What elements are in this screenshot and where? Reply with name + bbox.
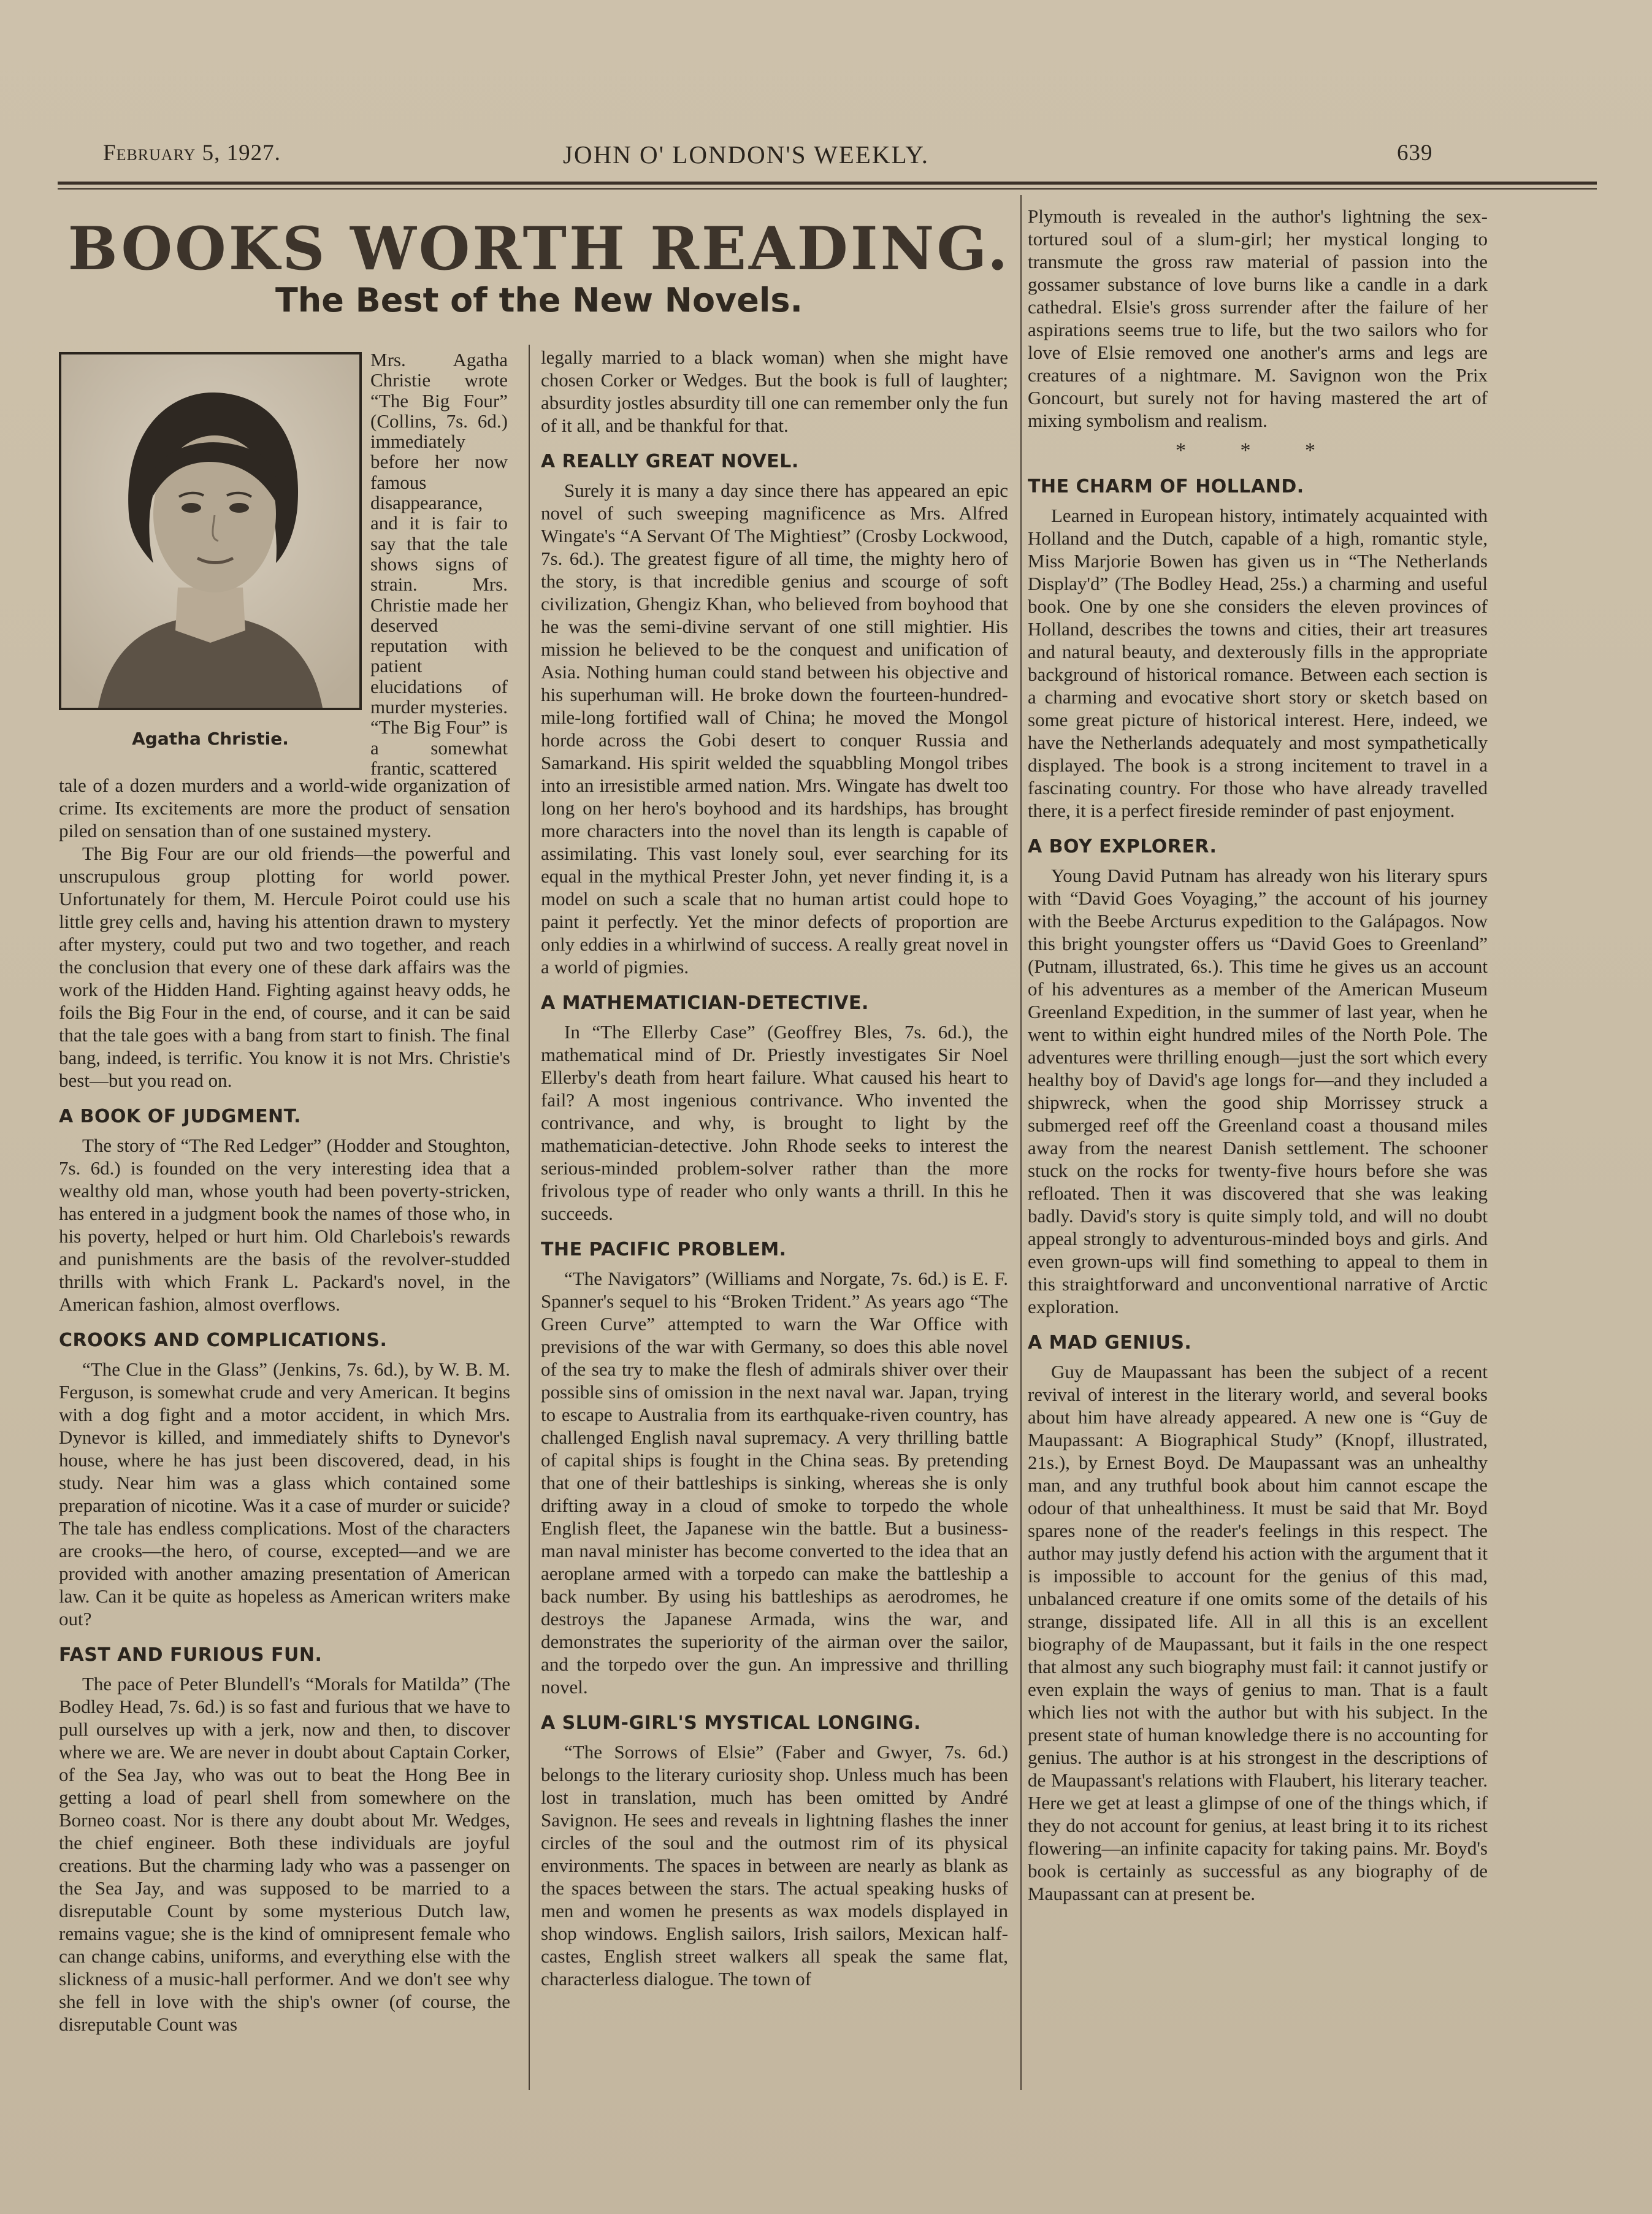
page-title: BOOKS WORTH READING. <box>67 214 1011 283</box>
author-portrait <box>59 352 362 710</box>
portrait-caption: Agatha Christie. <box>132 729 289 749</box>
fast-continuation: legally married to a black woman) when she might have chosen Corker or Wedges. But the book is full of laughter; absurdity jostles absurdity till one can remember only the fun of it all, and be thankful for that. <box>541 347 1008 436</box>
header-rule-thin <box>58 188 1597 190</box>
judgment-paragraph: The story of “The Red Ledger” (Hodder and Stoughton, 7s. 6d.) is founded on the very interesting idea that a wealthy old man, whose youth had been poverty-stricken, has entered in a judgment book the names of those who, in his poverty, helped or hurt him. Old Charlebois's rewards and punishments are the basis of the revolver-studded thrills with which Frank L. Packard's novel, in the American fashion, almost overflows. <box>59 1135 510 1315</box>
slum-continuation: Plymouth is revealed in the author's lightning the sex-tortured soul of a slum-girl; her mystical longing to transmute the gross raw material of passion into the gossamer substance of love burns like a candle in a dark cathedral. Elsie's gross surrender after the failure of her aspirations seems true to life, but the two sailors who for love of Elsie removed one another's arms and legs are creatures of a nightmare. M. Savignon won the Prix Goncourt, but surely not for having mastered the art of mixing symbolism and realism. <box>1028 205 1488 431</box>
math-paragraph: In “The Ellerby Case” (Geoffrey Bles, 7s. 6d.), the mathematical mind of Dr. Priestly investigates Sir Noel Ellerby's death from heart failure. What caused his heart to fail? A most ingenious contrivance. Who invented the contrivance, and why, is brought to light by the mathematician-detective. John Rhode seeks to interest the serious-minded problem-solver rather than the more frivolous type of reader who only wants a thrill. In this he succeeds. <box>541 1021 1008 1224</box>
page-number: 639 <box>1397 140 1433 166</box>
heading-really-great-novel: A REALLY GREAT NOVEL. <box>541 451 799 472</box>
intro-continuation: tale of a dozen murders and a world-wide organization of crime. Its excitements are more the product of sensation piled on sensation than of one sustained mystery. <box>59 775 510 841</box>
heading-mathematician-detective: A MATHEMATICIAN-DETECTIVE. <box>541 992 869 1014</box>
intro-text: Mrs. Agatha Christie wrote “The Big Four” (Collins, 7s. 6d.) immediately before her now famous disappearance, and it is fair to say that the tale shows signs of strain. Mrs. Christie made her deserved reputation with patient elucidations of murder mysteries. “The Big Four” is a somewhat frantic, scattered <box>370 349 508 779</box>
column-divider-right <box>1020 195 1022 2090</box>
mad-genius-paragraph: Guy de Maupassant has been the subject of a recent revival of interest in the literary world, and several books about him have already appeared. A new one is “Guy de Maupassant: A Biographical Study” (Knopf, illustrated, 21s.), by Ernest Boyd. De Maupassant was an unhealthy man, and any truthful book about him cannot escape the odour of that unhealthiness. It must be said that Mr. Boyd spares none of the reader's feelings in this respect. The author may justly defend his action with the argument that it is impossible to account for the genius of this mad, unbalanced creature if one omits some of the details of his strange, dissipated life. All in all this is an excellent biography of de Maupassant, but it fails in the one respect that almost any such biography must fail: it cannot justify or even explain the ways of genius to man. That is a fault which lies not with the author but with his subject. In the present state of human knowledge there is no accounting for genius. The author is at his strongest in the descriptions of de Maupassant's relations with Flaubert, his literary teacher. Here we get at least a glimpse of one of the things which, if they do not account for genius, at least bring it to its richest flowering—an infinite capacity for taking pains. Mr. Boyd's book is certainly as successful as any biography of de Maupassant can at present be. <box>1028 1361 1488 1904</box>
portrait-image <box>61 354 359 708</box>
heading-pacific-problem: THE PACIFIC PROBLEM. <box>541 1239 787 1260</box>
header-rule-thick <box>58 182 1597 185</box>
section-stars: * * * <box>1176 439 1340 462</box>
issue-date: February 5, 1927. <box>103 140 281 166</box>
heading-book-of-judgment: A BOOK OF JUDGMENT. <box>59 1106 301 1127</box>
page-subtitle: The Best of the New Novels. <box>275 281 803 320</box>
heading-boy-explorer: A BOY EXPLORER. <box>1028 836 1217 857</box>
heading-charm-of-holland: THE CHARM OF HOLLAND. <box>1028 476 1304 497</box>
column-2 <box>541 346 1008 1990</box>
masthead: JOHN O' LONDON'S WEEKLY. <box>563 140 929 169</box>
crooks-paragraph: “The Clue in the Glass” (Jenkins, 7s. 6d.), by W. B. M. Ferguson, is somewhat crude and very American. It begins with a dog fight and a motor accident, in which Mrs. Dynevor is killed, and immediately shifts to Dynevor's house, where he has just been discovered, dead, in his study. Near him was a glass which contained some preparation of nicotine. Was it a case of murder or suicide? The tale has endless complications. Most of the characters are crooks—the hero, of course, excepted—and we are provided with another amazing presentation of American law. Can it be quite as hopeless as American writers make out? <box>59 1358 510 1630</box>
column-divider-left <box>529 345 530 2090</box>
heading-mad-genius: A MAD GENIUS. <box>1028 1332 1192 1354</box>
heading-fast-and-furious: FAST AND FURIOUS FUN. <box>59 1644 323 1666</box>
column-3 <box>1028 205 1488 1905</box>
column-1 <box>59 774 510 2036</box>
fast-paragraph: The pace of Peter Blundell's “Morals for Matilda” (The Bodley Head, 7s. 6d.) is so fast and furious that we have to pull ourselves up with a jerk, now and then, to discover where we are. We are never in doubt about Captain Corker, of the Sea Jay, who was out to beat the Hong Bee in getting a load of pearl shell from somewhere on the Borneo coast. Nor is there any doubt about Mr. Wedges, the chief engineer. Both these individuals are joyful creations. But the charming lady who was a passenger on the Sea Jay, and was supposed to be married to a disreputable Count by some mysterious Dutch law, remains vague; she is the kind of omnipresent female who can change cabins, uniforms, and everything else with the slickness of a music-hall performer. And we don't see why she fell in love with the ship's owner (of course, the disreputable Count was <box>59 1673 510 2035</box>
boy-explorer-paragraph: Young David Putnam has already won his literary spurs with “David Goes Voyaging,” the account of his journey with the Beebe Arcturus expedition to the Galápagos. Now this bright youngster offers us “David Goes to Greenland” (Putnam, illustrated, 6s.). This time he gives us an account of his adventures as a member of the American Museum Greenland Expedition, in the summer of last year, when he went to within eight hundred miles of the North Pole. The adventures were thrilling enough—just the sort which every healthy boy of David's age longs for—and they included a shipwreck, when the good ship Morrissey struck a submerged reef off the Greenland coast a thousand miles away from the nearest Danish settlement. The schooner stuck on the rocks for twenty-five hours before she was refloated. Then it was discovered that she was leaking badly. David's story is quite simply told, and will no doubt appeal strongly to adventurous-minded boys and girls. And even grown-ups will find something to appeal to them in this straightforward and unconventional narrative of Arctic exploration. <box>1028 865 1488 1317</box>
heading-crooks: CROOKS AND COMPLICATIONS. <box>59 1330 388 1351</box>
pacific-paragraph: “The Navigators” (Williams and Norgate, 7s. 6d.) is E. F. Spanner's sequel to his “Broken Trident.” As years ago “The Green Curve” attempted to warn the War Office with previsions of the war with Germany, so does this able novel of the sea try to make the flesh of admirals shiver over their possible sins of omission in the next naval war. Japan, trying to escape to Australia from its earthquake-riven country, has challenged English naval supremacy. A very thrilling battle of capital ships is fought in the China seas. By pretending that one of their battleships is sinking, whereas she is only drifting away in a cloud of smoke to torpedo the whole English fleet, the Japanese win the battle. But a business-man naval minister has become converted to the idea that an aeroplane armed with a torpedo can make the battleship a back number. By using his battleships as aerodromes, he destroys the Japanese Armada, wins the war, and demonstrates the superiority of the airman over the sailor, and the torpedo over the gun. An impressive and thrilling novel. <box>541 1268 1008 1698</box>
slum-paragraph: “The Sorrows of Elsie” (Faber and Gwyer, 7s. 6d.) belongs to the literary curiosity shop. Unless much has been lost in translation, much has been omitted by André Savignon. He sees and reveals in lightning flashes the inner circles of the soul and the outmost rim of its physical environments. The spaces in between are nearly as blank as the spaces between the stars. The actual speaking husks of men and women he presents as wax models displayed in shop windows. English sailors, Irish sailors, Mexican half-castes, English street walkers all speak the same flat, characterless dialogue. The town of <box>541 1741 1008 1990</box>
great-novel-paragraph: Surely it is many a day since there has appeared an epic novel of such sweeping magnificence as Mrs. Alfred Wingate's “A Servant Of The Mightiest” (Crosby Lockwood, 7s. 6d.). The greatest figure of all time, the mighty hero of the story, is that incredible genius and scourge of soft civilization, Ghengiz Khan, who believed from boyhood that he was the semi-divine servant of one still mightier. His mission he believed to be the conquest and unification of Asia. Nothing human could stand between his objective and his superhuman will. He broke down the fourteen-hundred-mile-long fortified wall of China; he moved the Mongol horde across the Gobi desert to conquer Russia and Samarkand. His spirit welded the squabbling Mongol tribes into an irresistible armed nation. Mrs. Wingate has dwelt too long on her hero's boyhood and its hardships, has brought more characters into the novel than its length is capable of assimilating. This vast lonely soul, ever searching for its equal in the mythical Prester John, yet never finding it, is a model on such a scale that no human artist could hope to paint it perfectly. Yet the minor defects of proportion are only eddies in a whirlwind of success. A really great novel in a world of pigmies. <box>541 480 1008 978</box>
intro-paragraph-narrow <box>370 350 508 778</box>
heading-slum-girl: A SLUM-GIRL'S MYSTICAL LONGING. <box>541 1712 921 1734</box>
big-four-paragraph: The Big Four are our old friends—the powerful and unscrupulous group plotting for world power. Unfortunately for them, M. Hercule Poirot could use his little grey cells and, having his attention drawn to mystery after mystery, could put two and two together, and reach the conclusion that every one of these dark affairs was the work of the Hidden Hand. Fighting against heavy odds, he foils the Big Four in the end, of course, and it can be said that the tale goes with a bang from start to finish. The final bang, indeed, is terrific. You know it is not Mrs. Christie's best—but you read on. <box>59 843 510 1091</box>
holland-paragraph: Learned in European history, intimately acquainted with Holland and the Dutch, capable of a high, romantic style, Miss Marjorie Bowen has given us in “The Netherlands Display'd” (The Bodley Head, 25s.) a charming and useful book. One by one she considers the eleven provinces of Holland, describes the towns and cities, their art treasures and natural beauty, and dexterously fills in the appropriate background of historical romance. Between each section is a charming and evocative short story or sketch based on some great picture of historical interest. Here, indeed, we have the Netherlands adequately and most sympathetically displayed. The book is a strong incitement to travel in a fascinating country. For those who have already travelled there, it is a perfect fireside reminder of past enjoyment. <box>1028 505 1488 821</box>
